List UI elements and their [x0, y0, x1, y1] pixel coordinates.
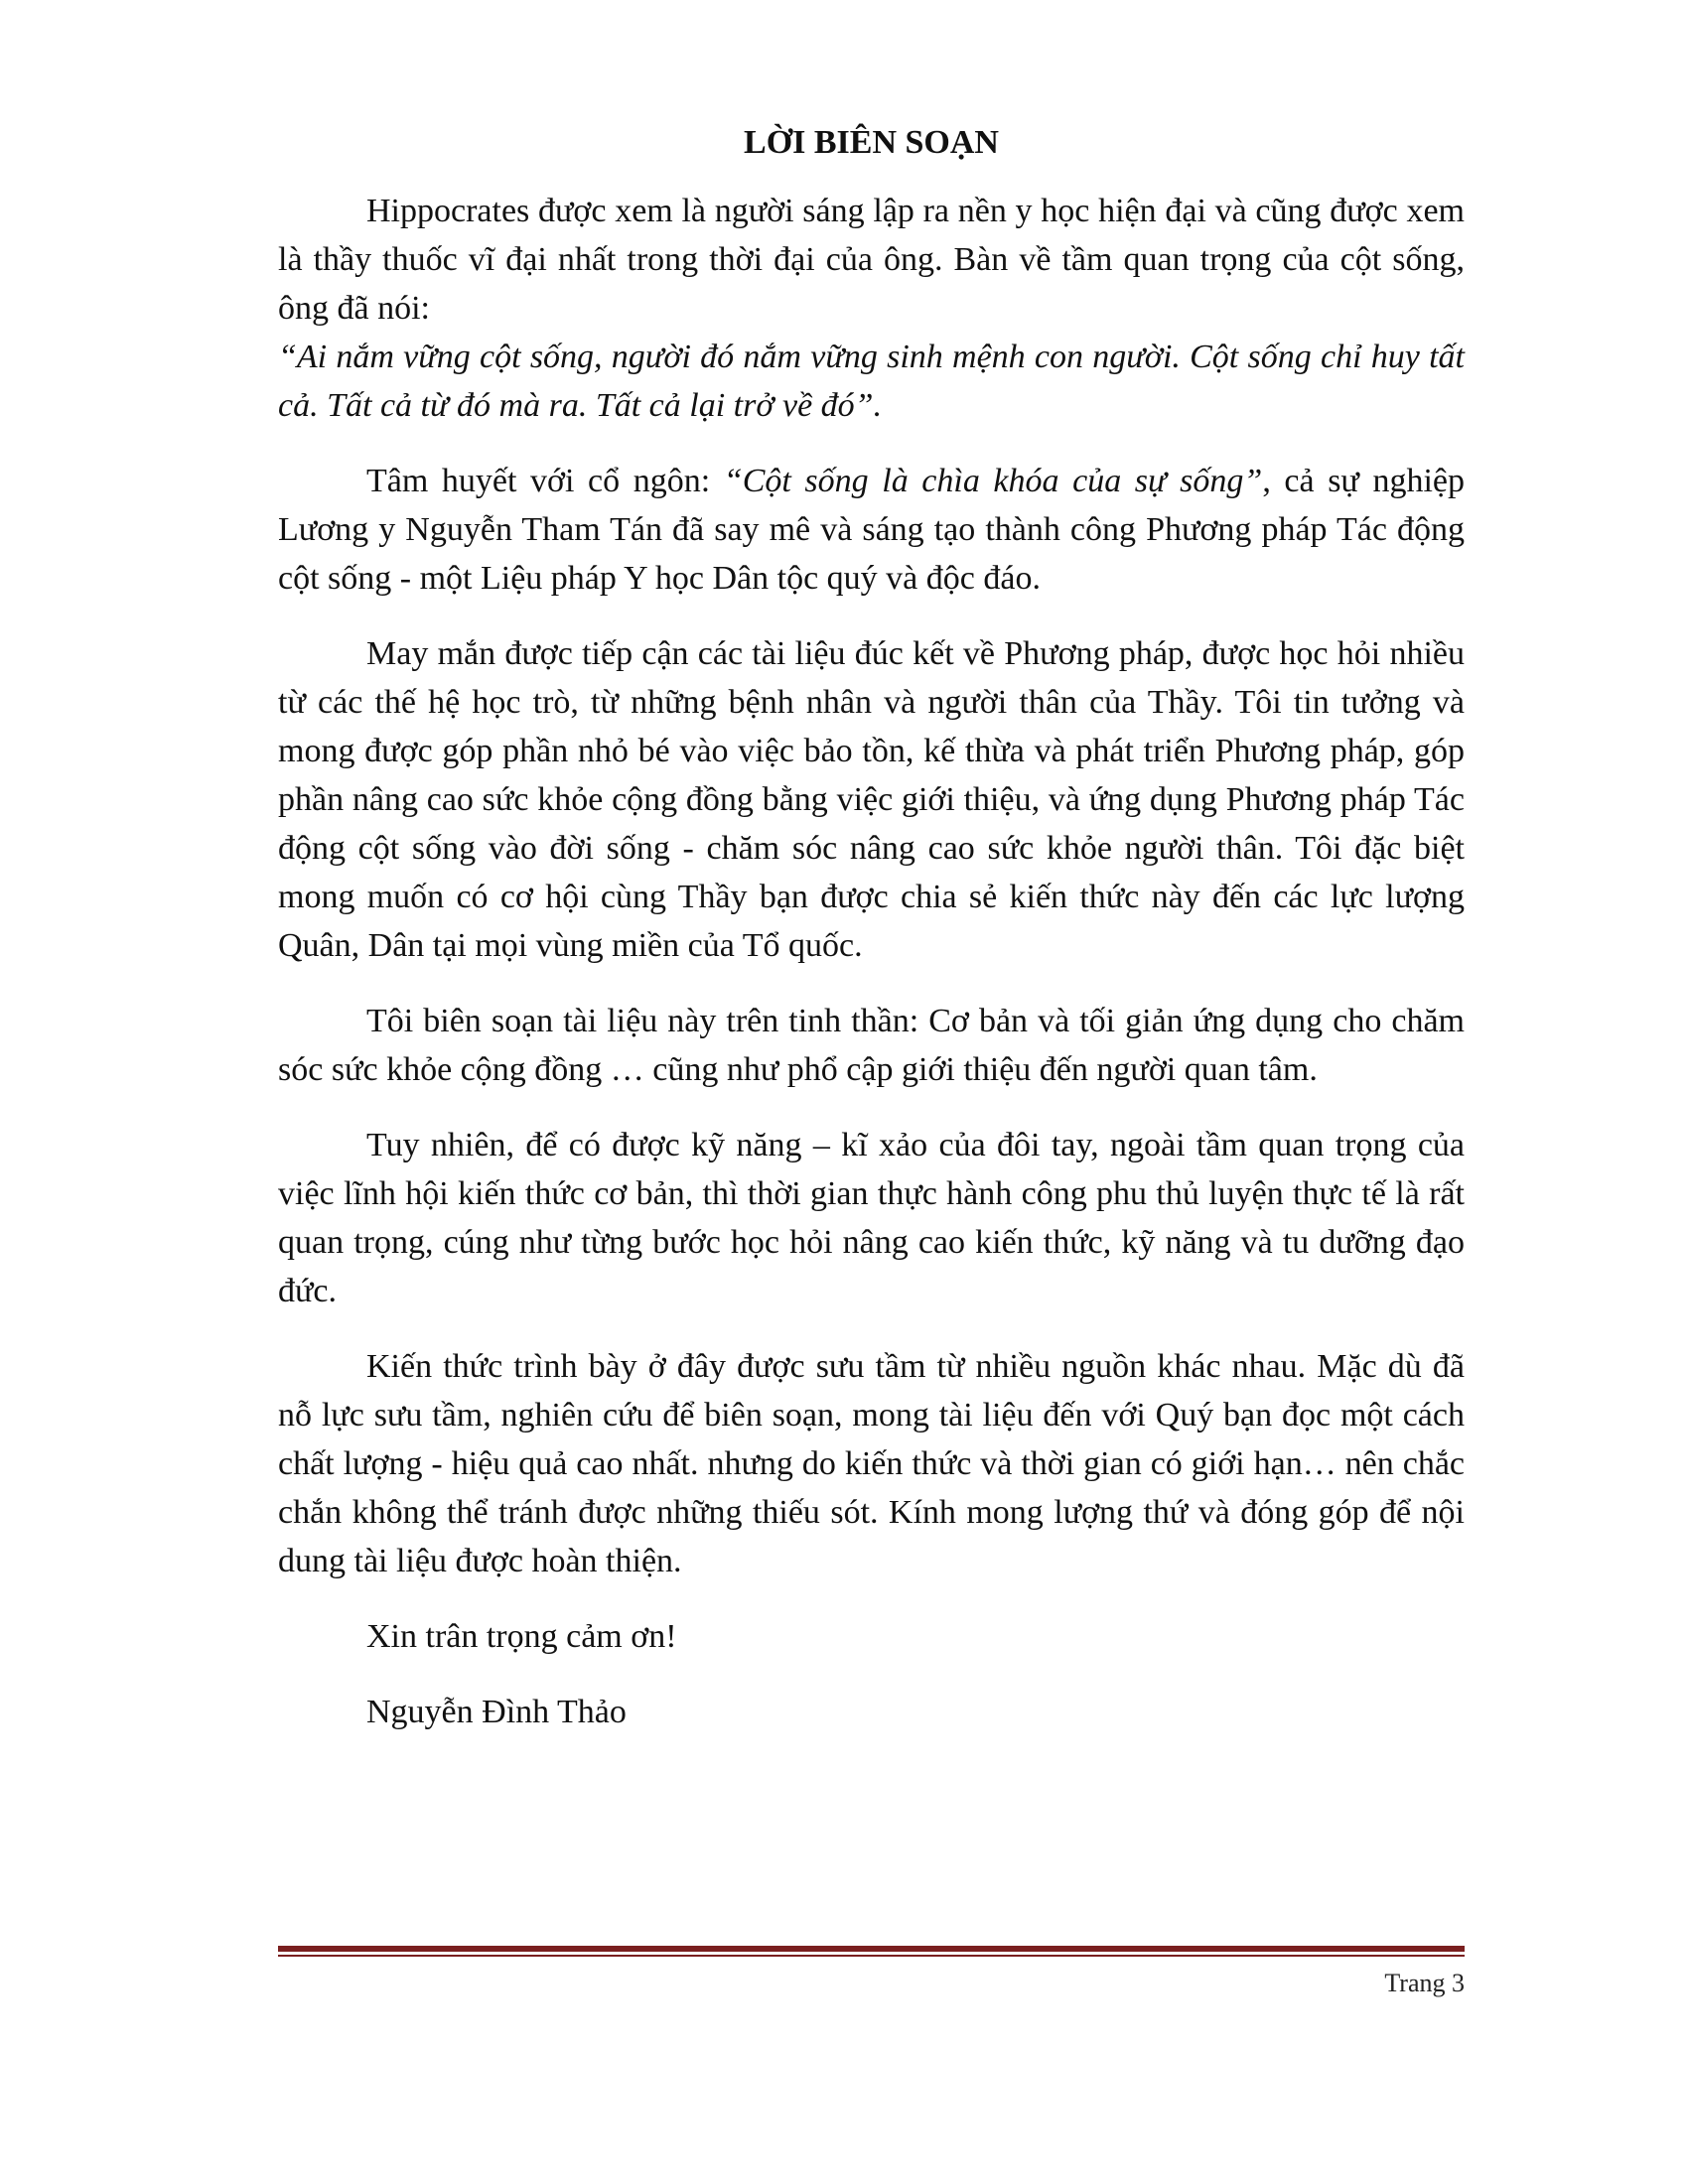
- paragraph-legacy-rest: , cả sự nghiệp Lương y Nguyễn Tham Tán đã say mê và sáng tạo thành công Phương pháp Tác động cột sống - một Liệu pháp Y học Dân tộc quý và độc đáo.: [278, 463, 1465, 597]
- paragraph-legacy-quote: “Cột sống là chìa khóa của sự sống”: [723, 463, 1263, 499]
- hippocrates-quote: “Ai nắm vững cột sống, người đó nắm vững sinh mệnh con người. Cột sống chỉ huy tất cả. Tất cả từ đó mà ra. Tất cả lại trở về đó”.: [278, 339, 1465, 424]
- closing-thanks: Xin trân trọng cảm ơn!: [366, 1618, 677, 1655]
- paragraph-spirit: Tôi biên soạn tài liệu này trên tinh thần: Cơ bản và tối giản ứng dụng cho chăm sóc sức khỏe cộng đồng … cũng như phổ cập giới thiệu đến người quan tâm.: [278, 1003, 1465, 1088]
- page-number: Trang 3: [1384, 1969, 1465, 1997]
- paragraph-practice: Tuy nhiên, để có được kỹ năng – kĩ xảo của đôi tay, ngoài tầm quan trọng của việc lĩnh hội kiến thức cơ bản, thì thời gian thực hành công phu thủ luyện thực tế là rất quan trọng, cúng như từng bước học hỏi nâng cao kiến thức, kỹ năng và tu dưỡng đạo đức.: [278, 1127, 1465, 1309]
- paragraph-legacy-lead: Tâm huyết với cổ ngôn:: [366, 463, 724, 499]
- paragraph-motivation: May mắn được tiếp cận các tài liệu đúc kết về Phương pháp, được học hỏi nhiều từ các thế hệ học trò, từ những bệnh nhân và người thân của Thầy. Tôi tin tưởng và mong được góp phần nhỏ bé vào việc bảo tồn, kế thừa và phát triển Phương pháp, góp phần nâng cao sức khỏe cộng đồng bằng việc giới thiệu, và ứng dụng Phương pháp Tác động cột sống vào đời sống - chăm sóc nâng cao sức khỏe người thân. Tôi đặc biệt mong muốn có cơ hội cùng Thầy bạn được chia sẻ kiến thức này đến các lực lượng Quân, Dân tại mọi vùng miền của Tổ quốc.: [278, 635, 1465, 964]
- footer-divider-thin: [278, 1955, 1465, 1957]
- document-body: [278, 119, 1465, 1763]
- footer-divider: [278, 1946, 1465, 1957]
- intro-paragraph: Hippocrates được xem là người sáng lập ra nền y học hiện đại và cũng được xem là thầy thuốc vĩ đại nhất trong thời đại của ông. Bàn về tầm quan trọng của cột sống, ông đã nói:: [278, 193, 1465, 327]
- paragraph-sources: Kiến thức trình bày ở đây được sưu tầm từ nhiều nguồn khác nhau. Mặc dù đã nỗ lực sưu tầm, nghiên cứu để biên soạn, mong tài liệu đến với Quý bạn đọc một cách chất lượng - hiệu quả cao nhất. nhưng do kiến thức và thời gian có giới hạn… nên chắc chắn không thể tránh được những thiếu sót. Kính mong lượng thứ và đóng góp để nội dung tài liệu được hoàn thiện.: [278, 1348, 1465, 1579]
- footer-divider-thick: [278, 1946, 1465, 1952]
- paragraph-legacy: [278, 457, 1465, 603]
- page-title: LỜI BIÊN SOẠN: [744, 124, 999, 161]
- author-name: Nguyễn Đình Thảo: [366, 1694, 627, 1730]
